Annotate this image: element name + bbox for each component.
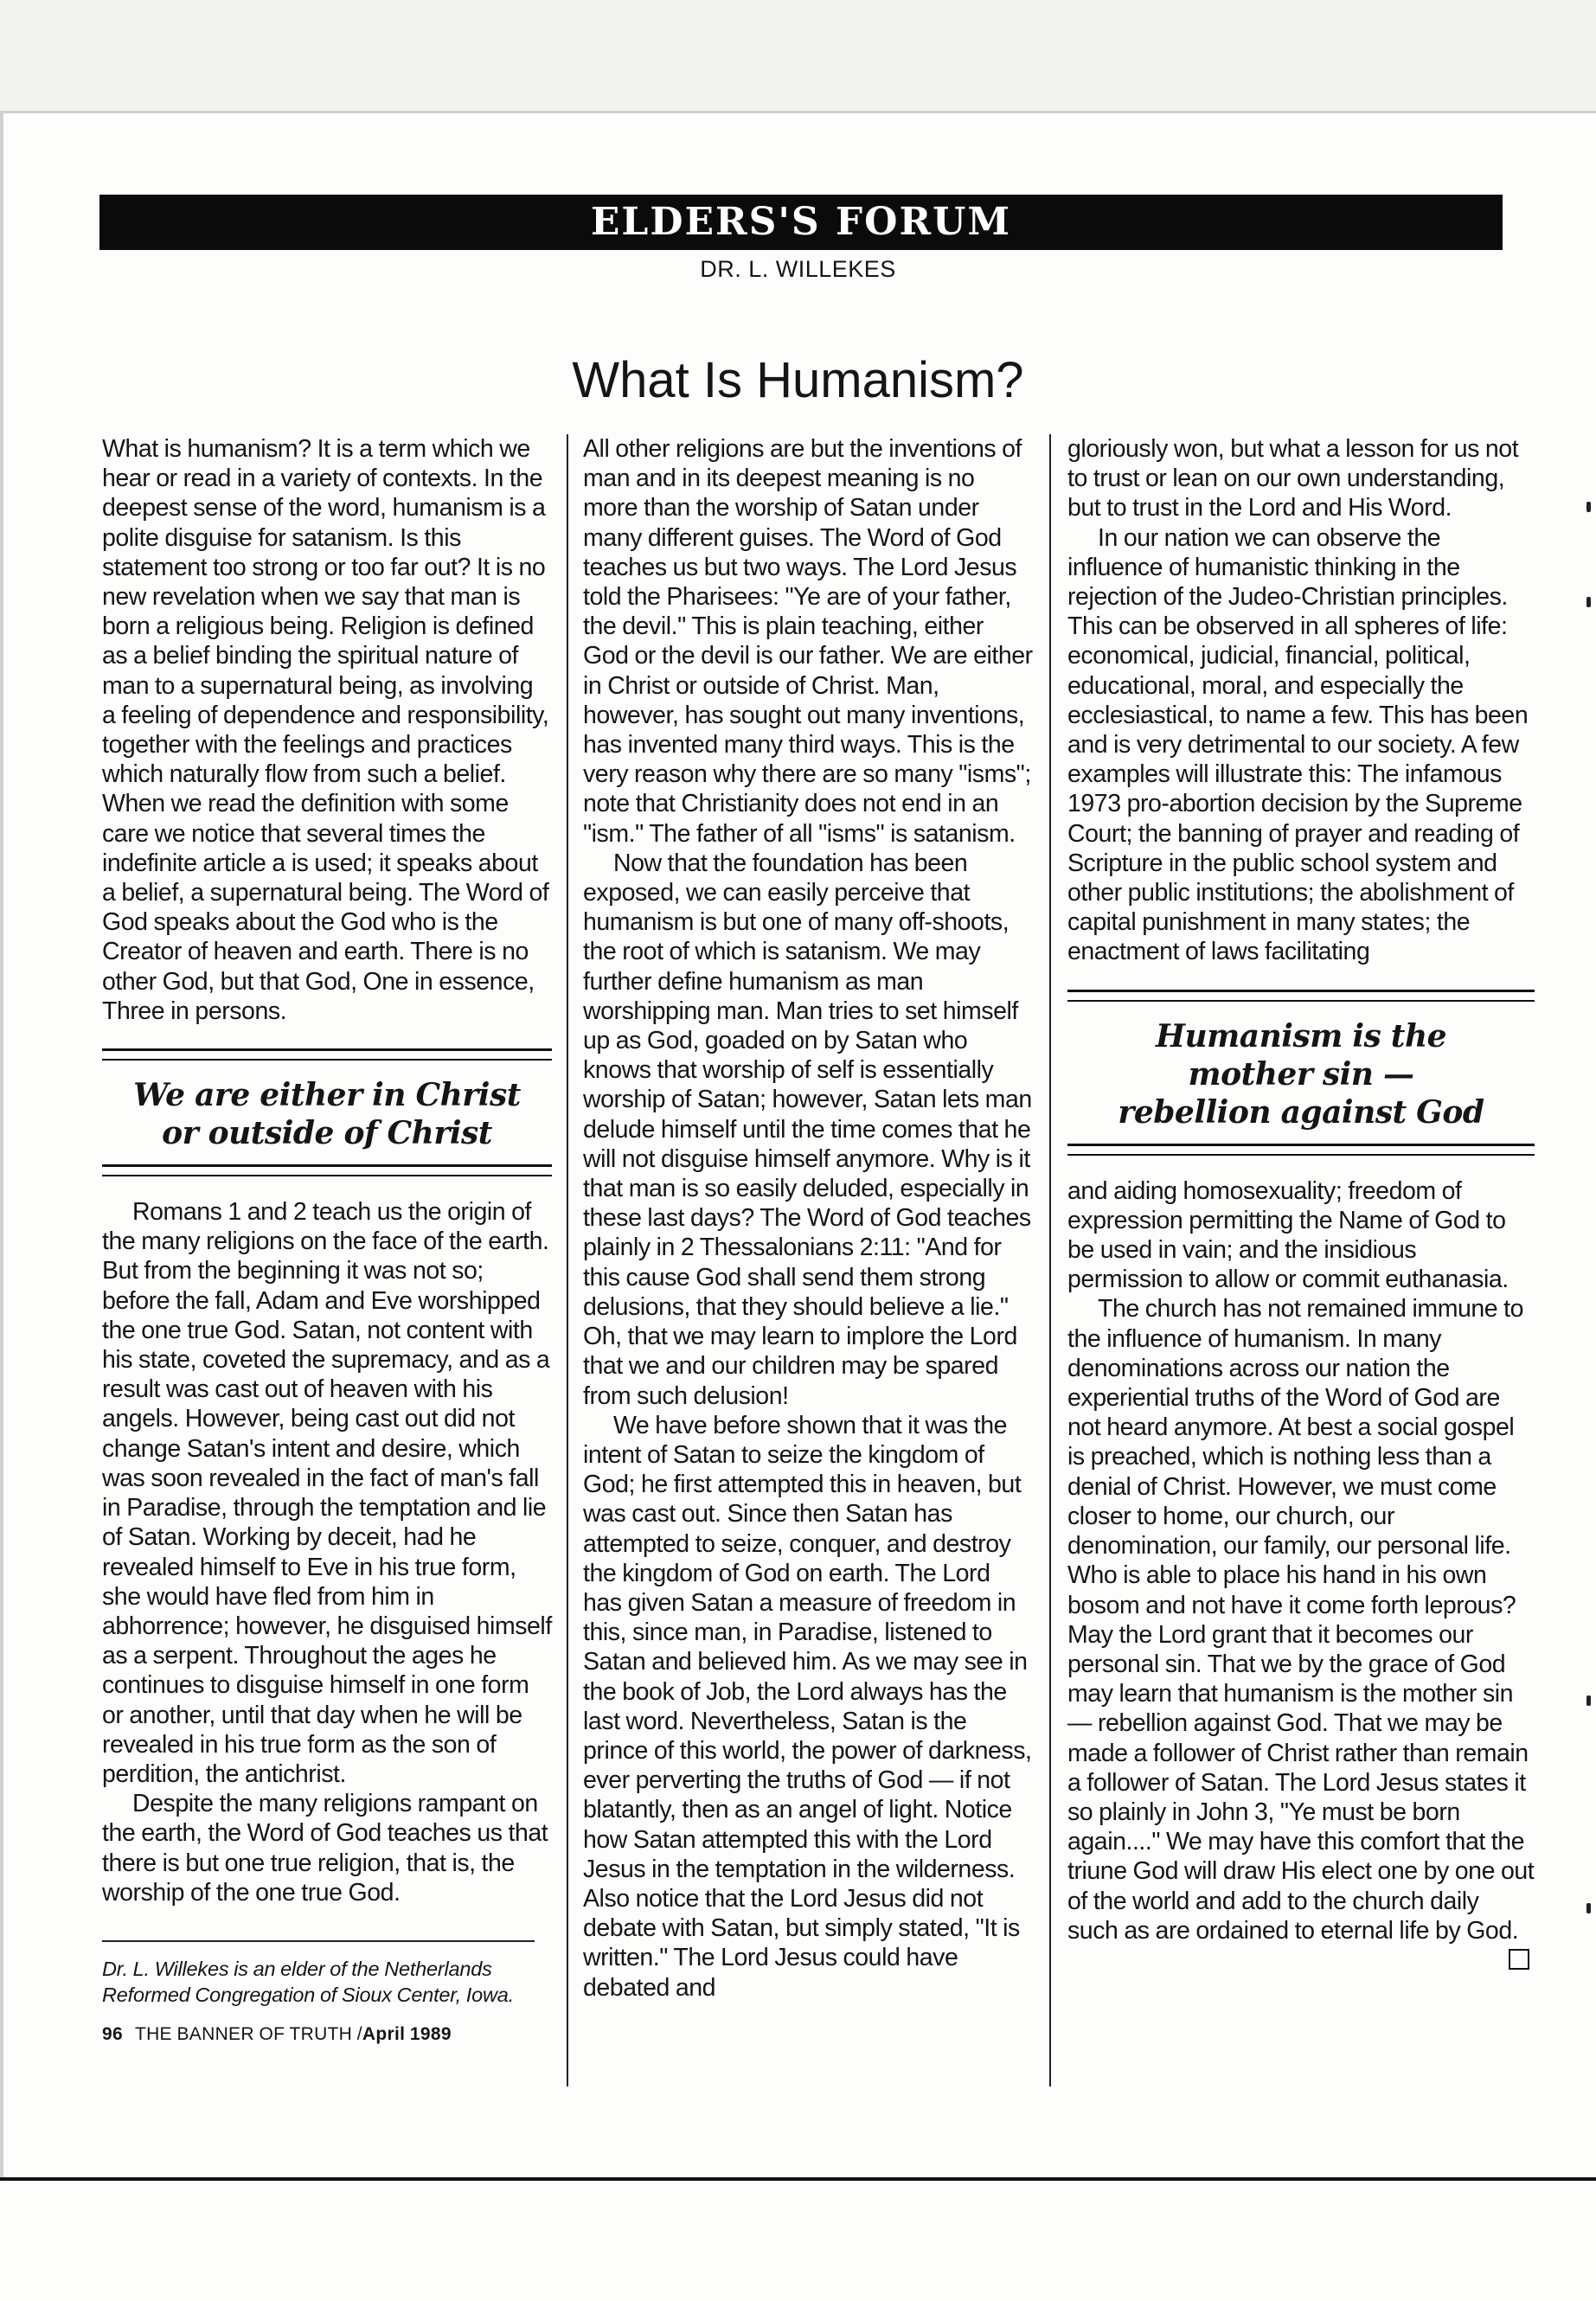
author-note: Dr. L. Willekes is an elder of the Netherlands Reformed Congregation of Sioux Center, Iowa. [102, 1940, 535, 2008]
pull-quote-rule [102, 1164, 552, 1176]
article-title: What Is Humanism? [572, 352, 1024, 408]
pull-quote-rule [1067, 1144, 1535, 1156]
pull-quote [1067, 990, 1535, 1156]
paragraph: The church has not remained immune to the influence of humanism. In many denominations across our nation the experiential truths of the Word of God are not heard anymore. At best a social gospel is preached, which is nothing less than a denial of Christ. However, we must come closer to home, our church, our denomination, our family, our personal life. Who is able to place his hand in his own bosom and not have it come forth leprous? May the Lord grant that it becomes our personal sin. That we by the grace of God may learn that humanism is the mother sin — rebellion against God. That we may be made a follower of Christ rather than remain a follower of Satan. The Lord Jesus states it so plainly in John 3, "Ye must be born again...." We may have this comfort that the triune God will draw His elect one by one out of the world and add to the church daily such as are ordained to eternal life by God. [1067, 1294, 1535, 1945]
publication-name: THE BANNER OF TRUTH / [134, 2023, 362, 2044]
pull-quote-rule [102, 1048, 552, 1061]
page-footer [102, 2020, 552, 2049]
page-number: 96 [102, 2023, 123, 2044]
paragraph: Despite the many religions rampant on the earth, the Word of God teaches us that there is but one true religion, that is, the worship of the one true God. [102, 1790, 548, 1907]
page-top-rule [0, 111, 1596, 113]
paragraph: Romans 1 and 2 teach us the origin of the many religions on the face of the earth. But from the beginning it was not so; before the fall, Adam and Eve worshipped the one true God. Satan, not content with his state, coveted the supremacy, and as a result was cast out of heaven with his angels. However, being cast out did not change Satan's intent and desire, which was soon revealed in the fact of man's fall in Paradise, through the temptation and lie of Satan. Working by deceit, had he revealed himself to Eve in his true form, she would have fled from him in abhorrence; however, he disguised himself as a serpent. Throughout the ages he continues to disguise himself in one form or another, until that day when he will be revealed in his true form as the son of perdition, the antichrist. [102, 1198, 552, 1788]
article-column-3 [1067, 434, 1535, 1970]
paragraph: and aiding homosexuality; freedom of expression permitting the Name of God to be used in vain; and the insidious permission to allow or commit euthanasia. [1067, 1176, 1509, 1294]
paragraph: Now that the foundation has been exposed, we can easily perceive that humanism is but one of many off-shoots, the root of which is satanism. We may further define humanism as man worshipping man. Man tries to set himself up as God, goaded on by Satan who knows that worship of self is essentially worship of Satan; however, Satan lets man delude himself until the time comes that he will not disguise himself anymore. Why is it that man is so easily deluded, especially in these last days? The Word of God teaches plainly in 2 Thessalonians 2:11: "And for this cause God shall send them strong delusions, that they should believe a lie." Oh, that we may learn to implore the Lord that we and our children may be spared from such delusion! [583, 849, 1032, 1410]
paragraph: In our nation we can observe the influence of humanistic thinking in the rejection of the Judeo-Christian principles. This can be observed in all spheres of life: economical, judicial, financial, political, educational, moral, and especially the ecclesiastical, to name a few. This has been and is very detrimental to our society. A few examples will illustrate this: The infamous 1973 pro-abortion decision by the Supreme Court; the banning of prayer and reading of Scripture in the public school system and other public institutions; the abolishment of capital punishment in many states; the enactment of laws facilitating [1067, 523, 1529, 966]
column-divider [567, 434, 568, 2086]
paragraph: We have before shown that it was the intent of Satan to seize the kingdom of God; he first attempted this in heaven, but was cast out. Since then Satan has attempted to seize, conquer, and destroy the kingdom of God on earth. The Lord has given Satan a measure of freedom in this, since man, in Paradise, listened to Satan and believed him. As we may see in the book of Job, the Lord always has the last word. Nevertheless, Satan is the prince of this world, the power of darkness, ever perverting the truths of God — if not blatantly, then as an angel of light. Notice how Satan attempted this with the Lord Jesus in the temptation in the wilderness. Also notice that the Lord Jesus did not debate with Satan, but simply stated, "It is written." The Lord Jesus could have debated and [583, 1411, 1032, 2002]
article-column-2 [583, 434, 1035, 2003]
issue-date: April 1989 [362, 2023, 452, 2044]
column-divider [1049, 434, 1051, 2086]
scan-mark [1586, 597, 1591, 607]
article-column-1 [102, 434, 552, 2049]
author-byline: DR. L. WILLEKES [700, 256, 896, 282]
pull-quote-text: Humanism is the mother sin — rebellion against God [1118, 1017, 1484, 1131]
scan-mark [1586, 502, 1591, 512]
pull-quote-rule [1067, 990, 1535, 1002]
section-banner: ELDERS'S FORUM [99, 195, 1503, 250]
scan-mark [1586, 1695, 1591, 1706]
end-of-article-box-icon [1509, 1949, 1529, 1970]
pull-quote [102, 1048, 552, 1176]
page-bottom-rule [0, 2177, 1596, 2181]
page-left-edge [0, 111, 3, 2178]
paragraph: gloriously won, but what a lesson for us not to trust or lean on our own understanding, but to trust in the Lord and His Word. [1067, 435, 1519, 522]
pull-quote-text: We are either in Christ or outside of Christ [133, 1077, 521, 1152]
paragraph: All other religions are but the inventions of man and in its deepest meaning is no more than the worship of Satan under many different guises. The Word of God teaches us but two ways. The Lord Jesus told the Pharisees: "Ye are of your father, the devil." This is plain teaching, either God or the devil is our father. We are either in Christ or outside of Christ. Man, however, has sought out many inventions, has invented many third ways. This is the very reason why there are so many "isms"; note that Christianity does not end in an "ism." The father of all "isms" is satanism. [583, 435, 1033, 848]
page-top-margin [0, 0, 1596, 111]
paragraph: What is humanism? It is a term which we hear or read in a variety of contexts. In the deepest sense of the word, humanism is a polite disguise for satanism. Is this statement too strong or too far out? It is no new revelation when we say that man is born a religious being. Religion is defined as a belief binding the spiritual nature of man to a supernatural being, as involving a feeling of dependence and responsibility, together with the feelings and practices which naturally flow from such a belief. When we read the definition with some care we notice that several times the indefinite article a is used; it speaks about a belief, a supernatural being. The Word of God speaks about the God who is the Creator of heaven and earth. There is no other God, but that God, One in essence, Three in persons. [102, 435, 549, 1025]
scan-mark [1586, 1903, 1591, 1913]
